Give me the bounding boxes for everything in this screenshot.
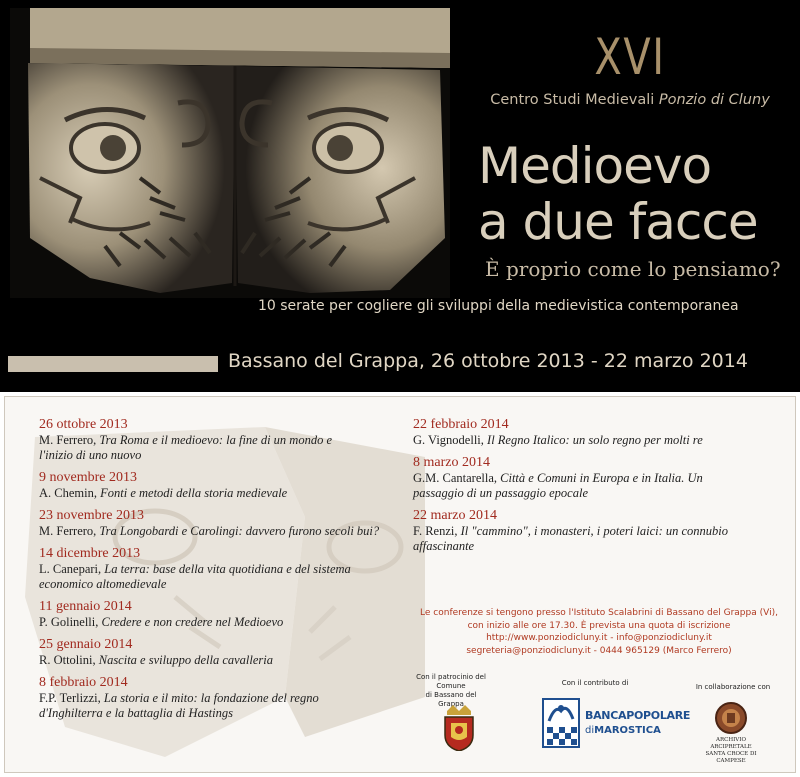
bank-name-city: MAROSTICA	[594, 725, 661, 736]
contact-email-phone[interactable]: segreteria@ponziodicluny.it - 0444 965129 (Marco Ferrero)	[466, 645, 732, 656]
event-description	[413, 524, 773, 554]
event-topic-line: Città e Comuni in Europa e in Italia. Un	[500, 471, 703, 485]
event-speaker: G.M. Cantarella,	[413, 471, 498, 485]
event-topic-line: passaggio di un passaggio epocale	[413, 486, 588, 500]
event-description	[413, 433, 773, 448]
event-topic-line: l'inizio di uno nuovo	[39, 448, 142, 462]
event-topic-line: d'Inghilterra e la battaglia di Hastings	[39, 706, 233, 720]
event-speaker: F.P. Terlizzi,	[39, 691, 101, 705]
event-speaker: G. Vignodelli,	[413, 433, 484, 447]
bank-name-line-2	[585, 725, 661, 736]
program-entry	[39, 637, 409, 668]
program-column-right	[413, 417, 773, 561]
program-entry	[39, 470, 409, 501]
event-topic-line: Nascita e sviluppo della cavalleria	[98, 653, 274, 667]
event-speaker: R. Ottolini,	[39, 653, 96, 667]
event-speaker: M. Ferrero,	[39, 433, 97, 447]
event-speaker: M. Ferrero,	[39, 524, 97, 538]
event-description	[39, 691, 409, 721]
event-topic-line: affascinante	[413, 539, 475, 553]
archive-line-2: SANTA CROCE DI CAMPESE	[705, 751, 757, 764]
collaboration-label: In collaborazione con	[695, 683, 771, 691]
organizer-prefix: Centro Studi Medievali	[490, 92, 655, 108]
contact-web-link[interactable]: http://www.ponziodicluny.it - info@ponziodicluny.it	[486, 633, 712, 643]
event-description	[39, 562, 409, 592]
subtitle: È proprio come lo pensiamo?	[485, 257, 781, 281]
event-date: 26 ottobre 2013	[39, 417, 128, 432]
sponsor-strip	[413, 673, 793, 773]
event-description	[39, 433, 409, 463]
event-date: 25 gennaio 2014	[39, 637, 133, 652]
banca-popolare-marostica-logo-icon	[541, 697, 581, 749]
program-panel	[4, 396, 796, 773]
event-topic-line: Credere e non credere nel Medioevo	[101, 615, 284, 629]
event-topic-line: La terra: base della vita quotidiana e del sistema	[104, 562, 351, 576]
archive-line-1: ARCHIVIO ARCIPRETALE	[710, 737, 752, 750]
event-topic-line: Fonti e metodi della storia medievale	[100, 486, 288, 500]
program-entry	[413, 455, 773, 501]
event-date: 23 novembre 2013	[39, 508, 144, 523]
event-description	[413, 471, 773, 501]
event-topic-line: Tra Roma e il medioevo: la fine di un mondo e	[99, 433, 333, 447]
contribution-label: Con il contributo di	[561, 679, 629, 687]
patronage-line-1: Con il patrocinio del Comune	[416, 673, 486, 690]
event-description	[39, 615, 409, 630]
program-entry	[39, 417, 409, 463]
patronage-line-2: di Bassano del Grappa	[425, 691, 477, 708]
event-topic-line: La storia e il mito: la fondazione del regno	[103, 691, 319, 705]
event-topic-line: Tra Longobardi e Carolingi: davvero furono secoli bui?	[99, 524, 380, 538]
program-entry	[413, 508, 773, 554]
event-topic-line: economico altomedievale	[39, 577, 167, 591]
program-entry	[39, 675, 409, 721]
bank-name-line-1: BANCAPOPOLARE	[585, 709, 691, 722]
archive-name	[695, 737, 767, 765]
event-date: 14 dicembre 2013	[39, 546, 141, 561]
event-date: 8 febbraio 2014	[39, 675, 128, 690]
venue-line: Le conferenze si tengono presso l'Istituto Scalabrini di Bassano del Grappa (Vi),	[420, 608, 778, 618]
venue-info	[413, 607, 785, 657]
bank-name-prefix: di	[585, 725, 595, 736]
event-topic-line: Il Regno Italico: un solo regno per molti re	[487, 433, 703, 447]
decorative-bar	[8, 356, 218, 372]
program-entry	[39, 508, 409, 539]
program-column-left	[39, 417, 409, 728]
program-entry	[39, 546, 409, 592]
edition-number: XVI	[594, 28, 666, 86]
event-date: 22 marzo 2014	[413, 508, 497, 523]
event-speaker: L. Canepari,	[39, 562, 102, 576]
schedule-line: con inizio alle ore 17.30. È prevista una quota di iscrizione	[467, 620, 731, 631]
bassano-coat-of-arms-icon	[439, 705, 479, 751]
event-description	[39, 653, 409, 668]
event-date: 9 novembre 2013	[39, 470, 137, 485]
tagline: 10 serate per cogliere gli sviluppi della medievistica contemporanea	[258, 298, 739, 314]
event-date: 8 marzo 2014	[413, 455, 490, 470]
page-title	[478, 138, 758, 250]
archive-seal-icon	[713, 701, 749, 735]
program-entry	[39, 599, 409, 630]
two-faced-sculpture-image	[10, 8, 450, 298]
event-date: 11 gennaio 2014	[39, 599, 132, 614]
event-speaker: P. Golinelli,	[39, 615, 99, 629]
event-description	[39, 524, 409, 539]
event-description	[39, 486, 409, 501]
program-entry	[413, 417, 773, 448]
event-topic-line: Il "cammino", i monasteri, i poteri laici: un connubio	[460, 524, 729, 538]
event-date: 22 febbraio 2014	[413, 417, 509, 432]
event-speaker: F. Renzi,	[413, 524, 458, 538]
title-line-1: Medioevo	[478, 137, 712, 195]
organizer-brand: Ponzio di Cluny	[658, 92, 770, 108]
title-line-2: a due facce	[478, 193, 758, 251]
organizer-name	[462, 92, 798, 108]
patronage-label	[413, 673, 489, 709]
place-and-dates: Bassano del Grappa, 26 ottobre 2013 - 22 marzo 2014	[228, 350, 748, 372]
event-speaker: A. Chemin,	[39, 486, 97, 500]
